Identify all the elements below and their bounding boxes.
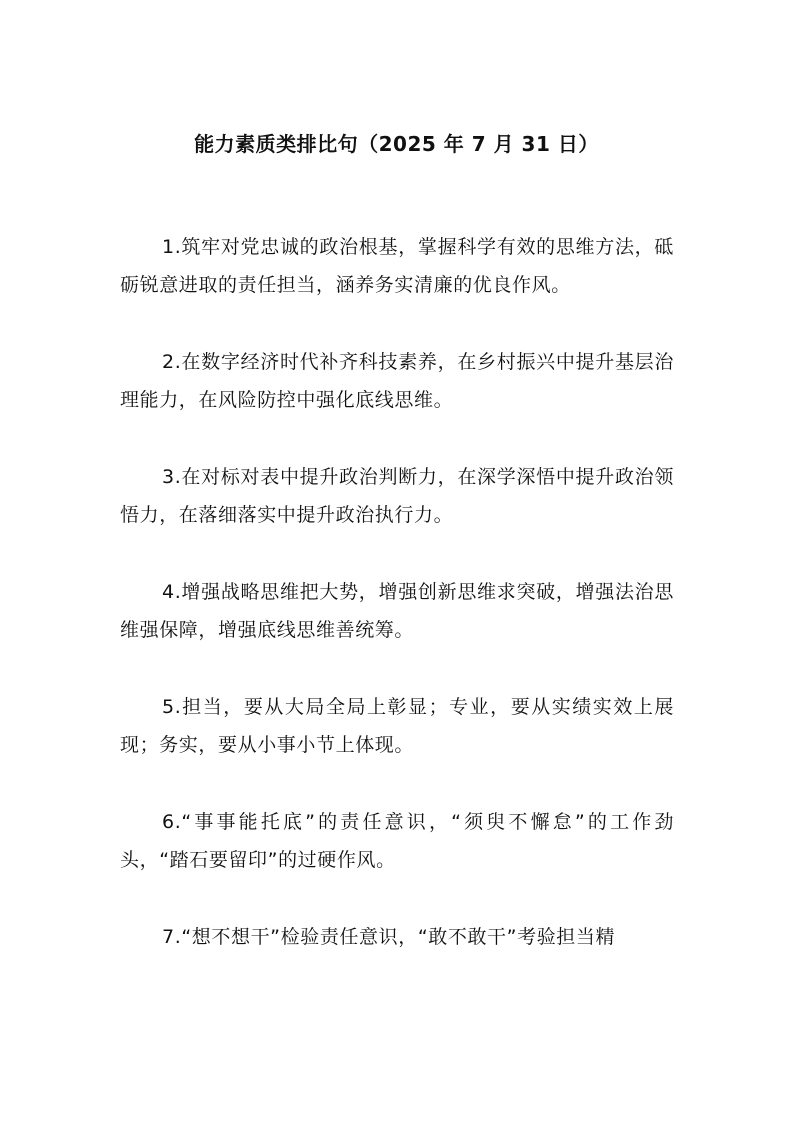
document-title: 能力素质类排比句（2025 年 7 月 31 日） bbox=[194, 132, 599, 156]
sentence-item-7: 7.“想不想干”检验责任意识，“敢不敢干”考验担当精 bbox=[162, 926, 616, 948]
sentence-list bbox=[120, 228, 674, 995]
sentence-item-2: 2.在数字经济时代补齐科技素养，在乡村振兴中提升基层治理能力，在风险防控中强化底线思维。 bbox=[120, 351, 674, 411]
sentence-item-6: 6.“事事能托底”的责任意识，“须臾不懈怠”的工作劲头，“踏石要留印”的过硬作风。 bbox=[120, 811, 674, 871]
sentence-item-1: 1.筑牢对党忠诚的政治根基，掌握科学有效的思维方法，砥砺锐意进取的责任担当，涵养务实清廉的优良作风。 bbox=[120, 236, 674, 296]
sentence-item-3: 3.在对标对表中提升政治判断力，在深学深悟中提升政治领悟力，在落细落实中提升政治执行力。 bbox=[120, 466, 674, 526]
sentence-item-4: 4.增强战略思维把大势，增强创新思维求突破，增强法治思维强保障，增强底线思维善统筹。 bbox=[120, 581, 674, 641]
sentence-item-5: 5.担当，要从大局全局上彰显；专业，要从实绩实效上展现；务实，要从小事小节上体现。 bbox=[120, 696, 674, 756]
